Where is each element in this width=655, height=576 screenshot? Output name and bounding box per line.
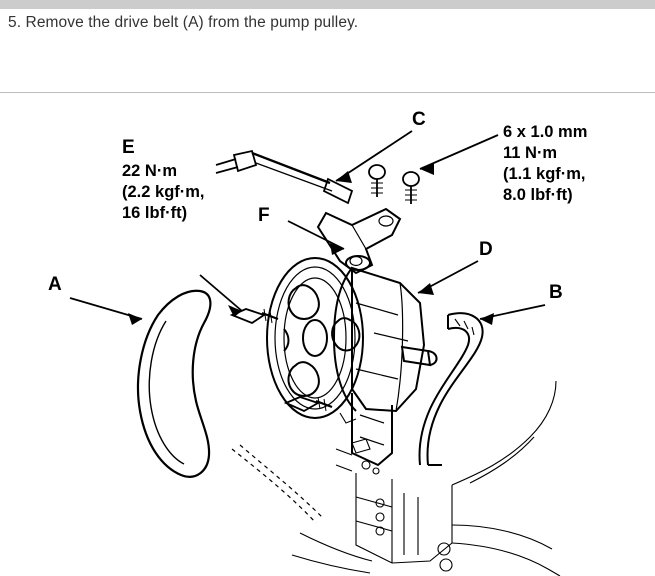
pump-bracket-part [318, 209, 400, 273]
callout-label-b: B [549, 282, 563, 303]
torque-spec-left [122, 162, 205, 222]
mounting-bolts-upper [369, 165, 419, 204]
torque-spec-right [503, 123, 587, 204]
exploded-diagram [0, 93, 655, 576]
torque-spec-left-line-1: 22 N·m [122, 162, 178, 180]
callout-leaders [70, 131, 545, 325]
window-top-bar [0, 0, 655, 9]
torque-spec-left-line-3: 16 lbf·ft) [122, 204, 188, 222]
torque-spec-left-line-2: (2.2 kgf·m, [122, 183, 205, 201]
belt-dashed-guides [232, 445, 322, 523]
callout-label-d: D [479, 239, 493, 260]
callout-label-f: F [258, 205, 270, 226]
adjusting-rod-part [216, 151, 352, 203]
drive-belt-part [138, 291, 210, 477]
callout-label-a: A [48, 274, 62, 295]
torque-spec-right-line-2: 11 N·m [503, 144, 558, 162]
pump-pulley-part [267, 258, 363, 418]
torque-spec-right-line-3: (1.1 kgf·m, [503, 165, 586, 183]
figure-container [0, 93, 655, 576]
callout-label-c: C [412, 109, 426, 130]
instruction-text: 5. Remove the drive belt (A) from the pump pulley. [8, 14, 359, 31]
engine-block-background [292, 381, 560, 576]
callout-label-e: E [122, 137, 135, 158]
torque-spec-right-line-4: 8.0 lbf·ft) [503, 186, 573, 204]
torque-spec-right-line-1: 6 x 1.0 mm [503, 123, 588, 141]
pump-hose-part [419, 313, 482, 465]
